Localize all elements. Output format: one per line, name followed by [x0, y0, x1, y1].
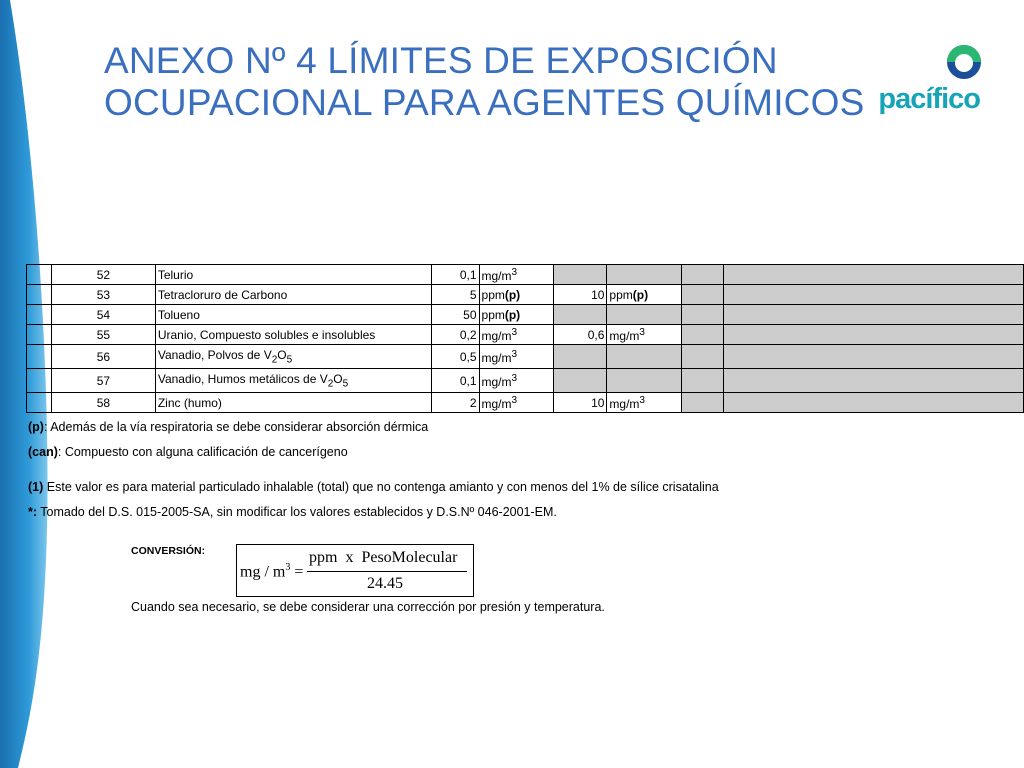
- table-cell: [724, 265, 1024, 285]
- agent-number: 52: [51, 265, 155, 285]
- table-cell: [682, 265, 724, 285]
- note-key: (can): [28, 445, 58, 459]
- conversion-label: CONVERSIÓN:: [131, 545, 206, 557]
- agent-number: 56: [51, 345, 155, 369]
- note-particulate: [28, 480, 719, 494]
- slide-title-line-1: ANEXO Nº 4 LÍMITES DE EXPOSICIÓN: [104, 40, 778, 81]
- stel-unit: [607, 369, 682, 393]
- exposure-limits-table: [26, 264, 1024, 413]
- table-cell: [724, 393, 1024, 413]
- note-carcinogen: [28, 445, 348, 459]
- stel-value: [554, 265, 607, 285]
- table-cell: [27, 265, 52, 285]
- limit-unit: [479, 393, 554, 413]
- agent-name-text: Vanadio, Polvos de V: [157, 347, 272, 362]
- pacifico-logo-text: pacífico: [878, 83, 980, 115]
- agent-name: Uranio, Compuesto solubles e insolubles: [155, 325, 431, 345]
- table-row: [27, 325, 1024, 345]
- table-cell: [27, 325, 52, 345]
- agent-name-text: O: [277, 347, 287, 362]
- conversion-formula: [236, 544, 474, 597]
- table-cell: [27, 285, 52, 305]
- limit-value: 50: [431, 305, 479, 325]
- stel-value: 10: [554, 393, 607, 413]
- table-row: [27, 265, 1024, 285]
- slide-title: [104, 40, 864, 124]
- stel-value: [554, 305, 607, 325]
- table-cell: [682, 305, 724, 325]
- agent-name: [155, 345, 431, 369]
- limit-unit: [479, 285, 554, 305]
- note-text: Tomado del D.S. 015-2005-SA, sin modificar los valores establecidos y D.S.Nº 046-2001-EM.: [37, 505, 557, 519]
- unit-superscript: 3: [511, 266, 518, 278]
- stel-unit: [607, 325, 682, 345]
- note-key: (p): [28, 420, 44, 434]
- stel-unit: [607, 305, 682, 325]
- limit-unit: [479, 369, 554, 393]
- limit-value: 5: [431, 285, 479, 305]
- agent-name: Tolueno: [155, 305, 431, 325]
- note-key: (1): [28, 480, 44, 494]
- limit-value: 0,2: [431, 325, 479, 345]
- unit-text: mg/m: [481, 350, 512, 365]
- formula-equals: =: [294, 563, 304, 581]
- agent-name: Telurio: [155, 265, 431, 285]
- table-row: [27, 305, 1024, 325]
- subscript: 5: [286, 354, 293, 366]
- table-cell: [682, 325, 724, 345]
- skin-absorption-mark: (p): [504, 307, 521, 322]
- table-row: [27, 393, 1024, 413]
- formula-lhs-superscript: 3: [285, 562, 291, 573]
- table-cell: [724, 285, 1024, 305]
- note-key: *:: [28, 505, 38, 519]
- unit-text: mg/m: [481, 268, 512, 283]
- unit-superscript: 3: [639, 326, 645, 338]
- agent-number: 55: [51, 325, 155, 345]
- unit-text: ppm: [609, 287, 633, 302]
- skin-absorption-mark: (p): [632, 287, 649, 302]
- table-cell: [682, 369, 724, 393]
- formula-lhs-text: mg / m: [240, 563, 286, 581]
- table-cell: [724, 325, 1024, 345]
- stel-unit: [607, 285, 682, 305]
- unit-superscript: 3: [511, 348, 518, 360]
- agent-number: 58: [51, 393, 155, 413]
- stel-value: 0,6: [554, 325, 607, 345]
- table-cell: [27, 305, 52, 325]
- skin-absorption-mark: (p): [504, 287, 521, 302]
- table-cell: [724, 345, 1024, 369]
- unit-text: mg/m: [481, 396, 512, 411]
- unit-superscript: 3: [511, 372, 518, 384]
- unit-text: mg/m: [481, 374, 512, 389]
- table-row: [27, 345, 1024, 369]
- table-cell: [724, 369, 1024, 393]
- agent-number: 54: [51, 305, 155, 325]
- conversion-footnote: Cuando sea necesario, se debe considerar una corrección por presión y temperatura.: [131, 600, 605, 614]
- agent-name-text: O: [333, 371, 343, 386]
- stel-value: 10: [554, 285, 607, 305]
- note-source: [28, 505, 557, 519]
- unit-superscript: 3: [511, 394, 518, 406]
- table-cell: [724, 305, 1024, 325]
- stel-value: [554, 369, 607, 393]
- unit-text: ppm: [481, 307, 505, 322]
- limit-value: 2: [431, 393, 479, 413]
- subscript: 5: [342, 378, 349, 390]
- table-cell: [682, 393, 724, 413]
- table-cell: [27, 369, 52, 393]
- table-cell: [27, 345, 52, 369]
- note-skin-absorption: [28, 420, 428, 434]
- formula-numerator: ppm x PesoMolecular: [309, 549, 458, 566]
- subscript: 2: [271, 354, 278, 366]
- table-cell: [27, 393, 52, 413]
- unit-text: mg/m: [481, 328, 512, 343]
- stel-unit: [607, 393, 682, 413]
- table-cell: [682, 285, 724, 305]
- formula-lhs: [240, 562, 303, 581]
- unit-superscript: 3: [511, 326, 518, 338]
- note-text: Este valor es para material particulado inhalable (total) que no contenga amianto y con menos del 1% de sílice crisatalina: [43, 480, 719, 494]
- formula-denominator: 24.45: [367, 575, 403, 592]
- limit-unit: [479, 345, 554, 369]
- pacifico-logo: [868, 42, 988, 122]
- unit-text: mg/m: [609, 328, 640, 343]
- note-text: : Además de la vía respiratoria se debe considerar absorción dérmica: [43, 420, 429, 434]
- unit-text: ppm: [481, 287, 505, 302]
- pacifico-logo-icon: [946, 44, 982, 80]
- agent-name: [155, 369, 431, 393]
- limit-unit: [479, 265, 554, 285]
- stel-unit: [607, 265, 682, 285]
- limit-value: 0,1: [431, 369, 479, 393]
- agent-name-text: Vanadio, Humos metálicos de V: [157, 371, 328, 386]
- agent-name: Tetracloruro de Carbono: [155, 285, 431, 305]
- subscript: 2: [327, 378, 334, 390]
- note-text: : Compuesto con alguna calificación de cancerígeno: [57, 445, 348, 459]
- unit-superscript: 3: [639, 394, 645, 406]
- slide-title-line-2: OCUPACIONAL PARA AGENTES QUÍMICOS: [104, 82, 865, 123]
- limit-value: 0,5: [431, 345, 479, 369]
- table-cell: [682, 345, 724, 369]
- stel-value: [554, 345, 607, 369]
- agent-name: Zinc (humo): [155, 393, 431, 413]
- formula-fraction-bar: [307, 571, 467, 572]
- agent-number: 53: [51, 285, 155, 305]
- unit-text: mg/m: [609, 396, 640, 411]
- agent-number: 57: [51, 369, 155, 393]
- limit-unit: [479, 325, 554, 345]
- limit-value: 0,1: [431, 265, 479, 285]
- table-row: [27, 285, 1024, 305]
- table-row: [27, 369, 1024, 393]
- stel-unit: [607, 345, 682, 369]
- limit-unit: [479, 305, 554, 325]
